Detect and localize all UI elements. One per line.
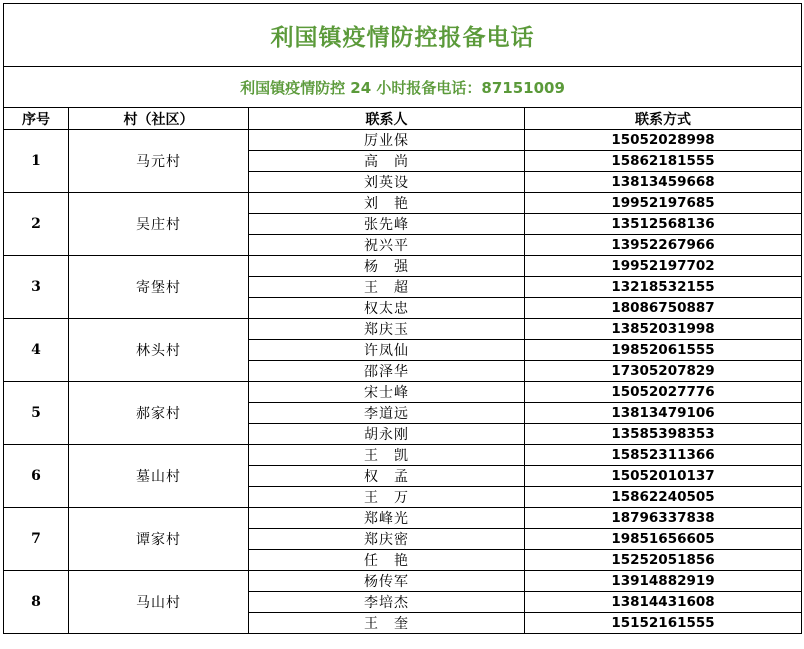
contact-phone: 15152161555 xyxy=(525,613,802,634)
row-index: 2 xyxy=(4,193,69,256)
contact-name: 任 艳 xyxy=(249,550,525,571)
contact-name: 郑庆密 xyxy=(249,529,525,550)
header-contact: 联系人 xyxy=(249,108,525,130)
contact-name: 杨传军 xyxy=(249,571,525,592)
village-name: 林头村 xyxy=(69,319,249,382)
header-index: 序号 xyxy=(4,108,69,130)
title-row xyxy=(4,4,802,67)
contact-name: 张先峰 xyxy=(249,214,525,235)
row-index: 5 xyxy=(4,382,69,445)
contact-phone: 15852311366 xyxy=(525,445,802,466)
contact-phone: 19952197702 xyxy=(525,256,802,277)
row-index: 7 xyxy=(4,508,69,571)
contact-name: 王 凯 xyxy=(249,445,525,466)
contact-phone: 13813479106 xyxy=(525,403,802,424)
contact-name: 郑峰光 xyxy=(249,508,525,529)
table-row xyxy=(4,571,802,592)
contact-name: 刘 艳 xyxy=(249,193,525,214)
table-row xyxy=(4,445,802,466)
contact-name: 杨 强 xyxy=(249,256,525,277)
table-row xyxy=(4,319,802,340)
table-row xyxy=(4,382,802,403)
contact-table xyxy=(3,3,802,634)
contact-name: 权太忠 xyxy=(249,298,525,319)
row-index: 6 xyxy=(4,445,69,508)
contact-name: 宋士峰 xyxy=(249,382,525,403)
contact-name: 李道远 xyxy=(249,403,525,424)
village-name: 马元村 xyxy=(69,130,249,193)
contact-phone: 19852061555 xyxy=(525,340,802,361)
subtitle-row xyxy=(4,67,802,108)
contact-name: 许凤仙 xyxy=(249,340,525,361)
contact-phone: 19851656605 xyxy=(525,529,802,550)
contact-phone: 15052010137 xyxy=(525,466,802,487)
hotline-subtitle: 利国镇疫情防控 24 小时报备电话：87151009 xyxy=(4,67,802,108)
contact-name: 郑庆玉 xyxy=(249,319,525,340)
contact-phone: 19952197685 xyxy=(525,193,802,214)
table-row xyxy=(4,256,802,277)
contact-name: 邵泽华 xyxy=(249,361,525,382)
contact-name: 祝兴平 xyxy=(249,235,525,256)
contact-phone: 13512568136 xyxy=(525,214,802,235)
table-row xyxy=(4,193,802,214)
contact-name: 胡永刚 xyxy=(249,424,525,445)
village-name: 寄堡村 xyxy=(69,256,249,319)
contact-phone: 17305207829 xyxy=(525,361,802,382)
contact-phone: 13852031998 xyxy=(525,319,802,340)
contact-name: 权 孟 xyxy=(249,466,525,487)
contact-phone: 18086750887 xyxy=(525,298,802,319)
header-phone: 联系方式 xyxy=(525,108,802,130)
contact-name: 李培杰 xyxy=(249,592,525,613)
contact-name: 高 尚 xyxy=(249,151,525,172)
contact-phone: 13218532155 xyxy=(525,277,802,298)
row-index: 4 xyxy=(4,319,69,382)
row-index: 3 xyxy=(4,256,69,319)
row-index: 1 xyxy=(4,130,69,193)
village-name: 马山村 xyxy=(69,571,249,634)
contact-phone: 13914882919 xyxy=(525,571,802,592)
contact-phone: 15052028998 xyxy=(525,130,802,151)
contact-name: 刘英设 xyxy=(249,172,525,193)
village-name: 郝家村 xyxy=(69,382,249,445)
contact-phone: 13585398353 xyxy=(525,424,802,445)
contact-phone: 13813459668 xyxy=(525,172,802,193)
village-name: 谭家村 xyxy=(69,508,249,571)
contact-phone: 13952267966 xyxy=(525,235,802,256)
contact-name: 王 奎 xyxy=(249,613,525,634)
contact-phone: 15052027776 xyxy=(525,382,802,403)
village-name: 墓山村 xyxy=(69,445,249,508)
contact-name: 厉业保 xyxy=(249,130,525,151)
contact-phone: 13814431608 xyxy=(525,592,802,613)
table-row xyxy=(4,508,802,529)
contact-name: 王 超 xyxy=(249,277,525,298)
table-row xyxy=(4,130,802,151)
row-index: 8 xyxy=(4,571,69,634)
header-village: 村（社区） xyxy=(69,108,249,130)
contact-name: 王 万 xyxy=(249,487,525,508)
page-title: 利国镇疫情防控报备电话 xyxy=(4,4,802,67)
village-name: 吴庄村 xyxy=(69,193,249,256)
contact-phone: 15862181555 xyxy=(525,151,802,172)
contact-phone: 18796337838 xyxy=(525,508,802,529)
contact-phone: 15862240505 xyxy=(525,487,802,508)
contact-phone: 15252051856 xyxy=(525,550,802,571)
header-row xyxy=(4,108,802,130)
